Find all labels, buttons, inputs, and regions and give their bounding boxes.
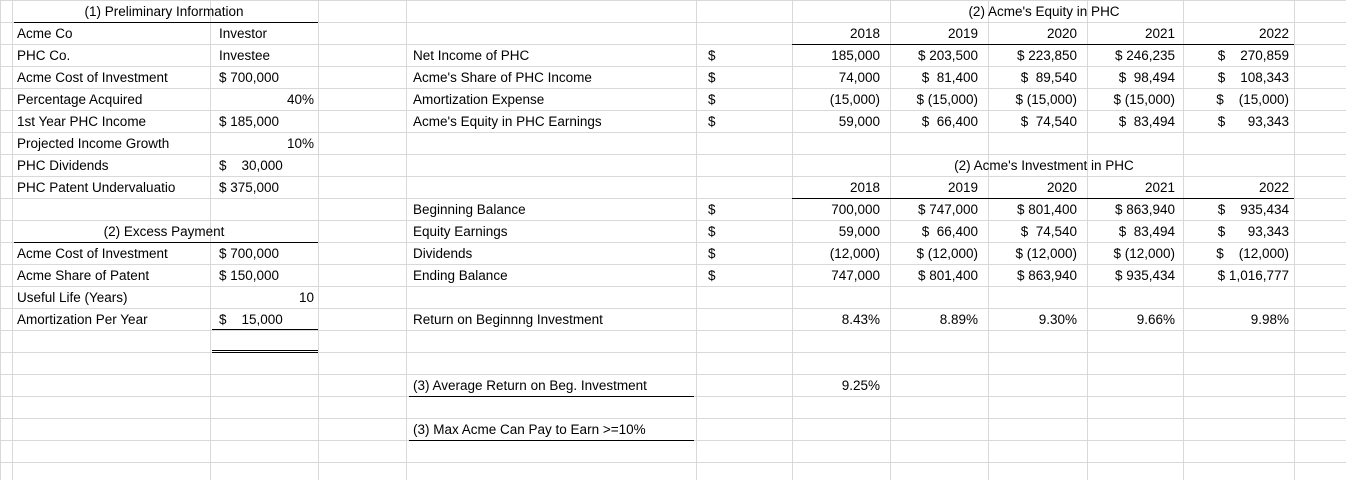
grid-col-line xyxy=(0,0,1,480)
investment-value[interactable]: $ 935,434 xyxy=(1217,202,1289,217)
investment-value[interactable]: $ 93,343 xyxy=(1217,224,1289,239)
investment-row-label[interactable]: Equity Earnings xyxy=(413,224,508,239)
investment-title[interactable]: (2) Acme's Investment in PHC xyxy=(954,158,1134,173)
investment-year-2020[interactable]: 2020 xyxy=(1046,180,1077,195)
investment-dollar[interactable]: $ xyxy=(708,268,716,283)
prelim-value[interactable]: $ 700,000 xyxy=(219,70,280,85)
excess-label[interactable]: Acme Share of Patent xyxy=(17,268,150,283)
prelim-label[interactable]: PHC Patent Undervaluatio xyxy=(17,180,176,195)
return-value[interactable]: 9.66% xyxy=(1136,312,1175,327)
equity-row-label[interactable]: Acme's Share of PHC Income xyxy=(413,70,592,85)
excess-label[interactable]: Amortization Per Year xyxy=(17,312,148,327)
investment-value[interactable]: $ 801,400 xyxy=(917,268,978,283)
grid-col-line xyxy=(1087,0,1088,480)
investment-value[interactable]: $ (12,000) xyxy=(916,246,978,261)
prelim-label[interactable]: 1st Year PHC Income xyxy=(17,114,147,129)
equity-year-2022[interactable]: 2022 xyxy=(1258,26,1289,41)
investment-value[interactable]: $ 74,540 xyxy=(1020,224,1077,239)
grid-col-line xyxy=(792,0,793,480)
prelim-value[interactable]: Investee xyxy=(219,48,271,63)
investment-dollar[interactable]: $ xyxy=(708,246,716,261)
investment-year-2022[interactable]: 2022 xyxy=(1258,180,1289,195)
grid-row-line xyxy=(0,462,1346,463)
investment-year-2021[interactable]: 2021 xyxy=(1144,180,1175,195)
prelim-label[interactable]: Acme Co xyxy=(17,26,73,41)
equity-value[interactable]: $ 66,400 xyxy=(921,114,978,129)
prelim-label[interactable]: Acme Cost of Investment xyxy=(17,70,168,85)
equity-value[interactable]: $ 83,494 xyxy=(1118,114,1175,129)
equity-value[interactable]: $ 93,343 xyxy=(1217,114,1289,129)
investment-value[interactable]: $ 66,400 xyxy=(921,224,978,239)
investment-year-2019[interactable]: 2019 xyxy=(947,180,978,195)
investment-row-label[interactable]: Dividends xyxy=(413,246,473,261)
investment-value[interactable]: $ (12,000) xyxy=(1113,246,1175,261)
return-label[interactable]: Return on Beginnng Investment xyxy=(413,312,603,327)
prelim-label[interactable]: Percentage Acquired xyxy=(17,92,143,107)
investment-year-2018[interactable]: 2018 xyxy=(849,180,880,195)
equity-year-2018[interactable]: 2018 xyxy=(849,26,880,41)
equity-value[interactable]: $ (15,000) xyxy=(1015,92,1077,107)
excess-value[interactable]: $ 15,000 xyxy=(219,312,283,327)
investment-row-label[interactable]: Ending Balance xyxy=(413,268,508,283)
investment-value[interactable]: $ (12,000) xyxy=(1216,246,1289,261)
investment-dollar[interactable]: $ xyxy=(708,202,716,217)
investment-value[interactable]: $ 83,494 xyxy=(1118,224,1175,239)
equity-title[interactable]: (2) Acme's Equity in PHC xyxy=(968,4,1120,19)
average-return-label[interactable]: (3) Average Return on Beg. Investment xyxy=(413,378,647,393)
grid-col-line xyxy=(890,0,891,480)
investment-value[interactable]: $ 747,000 xyxy=(917,202,978,217)
max-pay-underline xyxy=(409,440,694,441)
investment-value[interactable]: $ 863,940 xyxy=(1016,268,1077,283)
prelim-value[interactable]: $ 185,000 xyxy=(219,114,280,129)
investment-value[interactable]: $ 1,016,777 xyxy=(1217,268,1289,283)
grid-col-line xyxy=(1183,0,1184,480)
equity-value[interactable]: $ 203,500 xyxy=(917,48,978,63)
equity-value[interactable]: (15,000) xyxy=(829,92,880,107)
excess-title[interactable]: (2) Excess Payment xyxy=(103,224,225,239)
grid-col-line xyxy=(318,0,319,480)
prelim-value[interactable]: $ 375,000 xyxy=(219,180,280,195)
equity-value[interactable]: $ (15,000) xyxy=(1216,92,1289,107)
prelim-value[interactable]: 40% xyxy=(286,92,314,107)
equity-value[interactable]: $ 81,400 xyxy=(921,70,978,85)
equity-value[interactable]: $ 89,540 xyxy=(1020,70,1077,85)
equity-year-2021[interactable]: 2021 xyxy=(1144,26,1175,41)
equity-row-label[interactable]: Net Income of PHC xyxy=(413,48,530,63)
investment-value[interactable]: 747,000 xyxy=(831,268,880,283)
investment-value[interactable]: (12,000) xyxy=(829,246,880,261)
investment-value[interactable]: $ (12,000) xyxy=(1015,246,1077,261)
grid-col-line xyxy=(12,0,13,480)
equity-dollar[interactable]: $ xyxy=(708,114,716,129)
excess-value[interactable]: $ 700,000 xyxy=(219,246,280,261)
grid-col-line xyxy=(696,0,697,480)
investment-value[interactable]: $ 935,434 xyxy=(1114,268,1175,283)
grid-col-line xyxy=(988,0,989,480)
max-pay-label[interactable]: (3) Max Acme Can Pay to Earn >=10% xyxy=(413,422,646,437)
equity-value[interactable]: $ 74,540 xyxy=(1020,114,1077,129)
equity-year-2019[interactable]: 2019 xyxy=(947,26,978,41)
grid-row-line xyxy=(0,352,1346,353)
investment-value[interactable]: 700,000 xyxy=(831,202,880,217)
investment-value[interactable]: $ 801,400 xyxy=(1016,202,1077,217)
equity-value[interactable]: 59,000 xyxy=(838,114,880,129)
investment-value[interactable]: $ 863,940 xyxy=(1114,202,1175,217)
excess-label[interactable]: Acme Cost of Investment xyxy=(17,246,168,261)
prelim-title[interactable]: (1) Preliminary Information xyxy=(84,4,244,19)
prelim-label[interactable]: PHC Co. xyxy=(17,48,71,63)
grid-col-line xyxy=(1294,0,1295,480)
equity-value[interactable]: $ 246,235 xyxy=(1114,48,1175,63)
return-value[interactable]: 8.43% xyxy=(841,312,880,327)
equity-dollar[interactable]: $ xyxy=(708,70,716,85)
prelim-label[interactable]: Projected Income Growth xyxy=(17,136,170,151)
investment-row-label[interactable]: Beginning Balance xyxy=(413,202,526,217)
return-value[interactable]: 9.30% xyxy=(1038,312,1077,327)
equity-value[interactable]: 185,000 xyxy=(831,48,880,63)
investment-value[interactable]: 59,000 xyxy=(838,224,880,239)
excess-total-double-underline xyxy=(212,350,318,353)
equity-value[interactable]: $ 223,850 xyxy=(1016,48,1077,63)
investment-dollar[interactable]: $ xyxy=(708,224,716,239)
equity-dollar[interactable]: $ xyxy=(708,48,716,63)
equity-value[interactable]: $ (15,000) xyxy=(916,92,978,107)
grid-col-line xyxy=(406,0,407,480)
equity-value[interactable]: 74,000 xyxy=(838,70,880,85)
equity-value[interactable]: $ 270,859 xyxy=(1217,48,1289,63)
equity-value[interactable]: $ (15,000) xyxy=(1113,92,1175,107)
excess-total-underline xyxy=(212,329,318,330)
excess-value[interactable]: 10 xyxy=(298,290,314,305)
return-value[interactable]: 9.98% xyxy=(1250,312,1289,327)
average-return-underline xyxy=(409,396,694,397)
prelim-value[interactable]: Investor xyxy=(219,26,268,41)
equity-row-label[interactable]: Acme's Equity in PHC Earnings xyxy=(413,114,602,129)
equity-year-2020[interactable]: 2020 xyxy=(1046,26,1077,41)
return-value[interactable]: 8.89% xyxy=(939,312,978,327)
excess-value[interactable]: $ 150,000 xyxy=(219,268,280,283)
average-return-value[interactable]: 9.25% xyxy=(841,378,880,393)
equity-value[interactable]: $ 98,494 xyxy=(1118,70,1175,85)
prelim-value[interactable]: $ 30,000 xyxy=(219,158,283,173)
prelim-label[interactable]: PHC Dividends xyxy=(17,158,109,173)
equity-row-label[interactable]: Amortization Expense xyxy=(413,92,545,107)
prelim-value[interactable]: 10% xyxy=(286,136,314,151)
equity-value[interactable]: $ 108,343 xyxy=(1217,70,1289,85)
equity-dollar[interactable]: $ xyxy=(708,92,716,107)
excess-label[interactable]: Useful Life (Years) xyxy=(17,290,128,305)
